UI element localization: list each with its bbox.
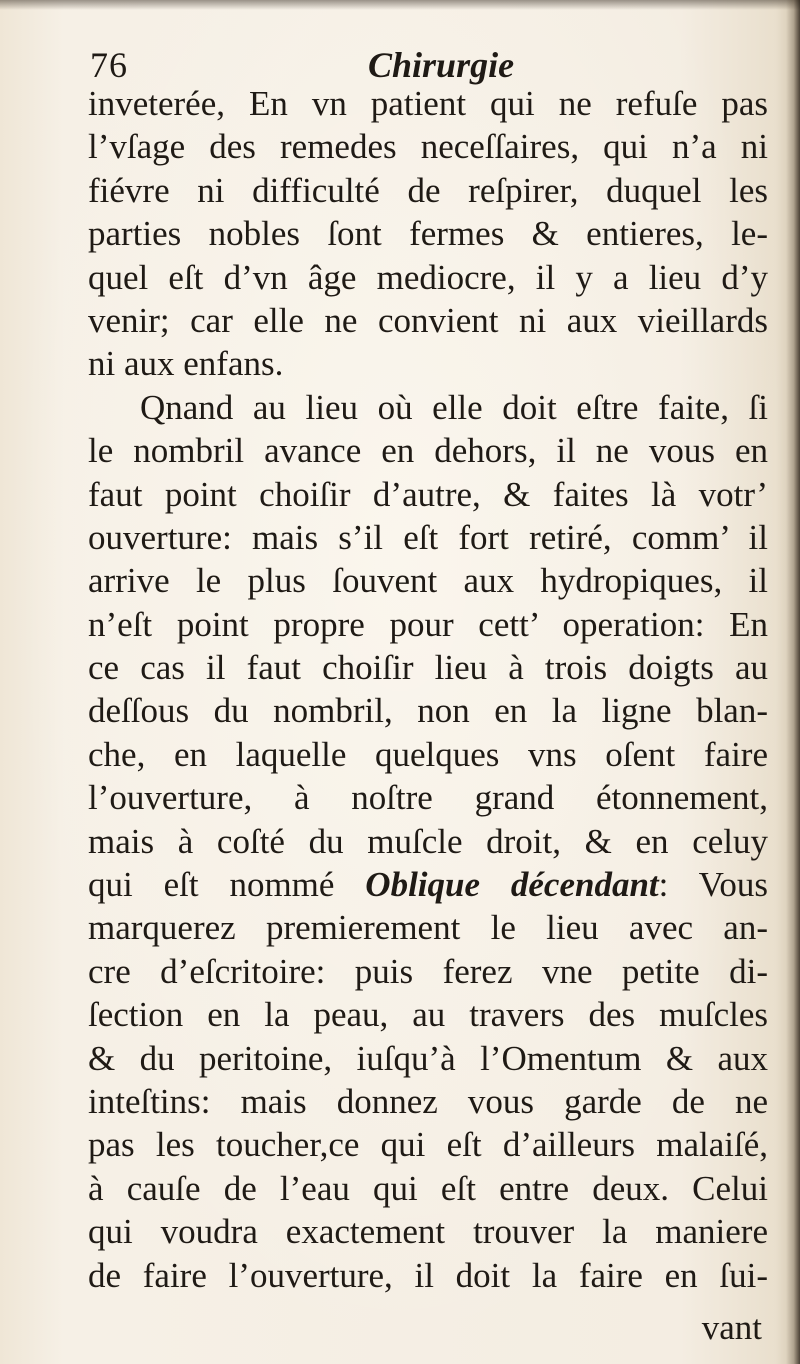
text-line: che, en laquelle quelques vns oſent faire bbox=[88, 734, 768, 774]
text-line: inveterée, En vn patient qui ne refuſe pas bbox=[88, 84, 768, 123]
text-line: pas les toucher,ce qui eſt d’ailleurs malaiſé, bbox=[88, 1125, 768, 1165]
text-line: deſſous du nombril, non en la ligne blan- bbox=[88, 691, 768, 731]
text-line: venir; car elle ne convient ni aux vieillards bbox=[88, 300, 768, 340]
text-line: l’vſage des remedes neceſſaires, qui n’a ni bbox=[88, 127, 768, 167]
text-line: de faire l’ouverture, il doit la faire en ſui- bbox=[88, 1255, 768, 1295]
text-line: faut point choiſir d’autre, & faites là votr’ bbox=[88, 474, 768, 514]
text-line: ce cas il faut choiſir lieu à trois doigts au bbox=[88, 648, 768, 688]
text-line: parties nobles ſont fermes & entieres, le- bbox=[88, 214, 768, 254]
text-line: n’eſt point propre pour cett’ operation: En bbox=[88, 604, 768, 644]
text-line: mais à coſté du muſcle droit, & en celuy bbox=[88, 821, 768, 861]
text-line: à cauſe de l’eau qui eſt entre deux. Celui bbox=[88, 1168, 768, 1208]
text-line: inteſtins: mais donnez vous garde de ne bbox=[88, 1081, 768, 1121]
text-line: ni aux enfans. bbox=[88, 344, 284, 384]
text-line: le nombril avance en dehors, il ne vous en bbox=[88, 431, 768, 471]
text-line: cre d’eſcritoire: puis ferez vne petite di- bbox=[88, 951, 768, 991]
text-line: qui eſt nommé Oblique décendant: Vous bbox=[88, 865, 768, 905]
italic-term: Oblique décendant bbox=[365, 865, 659, 905]
text-line: l’ouverture, à noſtre grand étonnement, bbox=[88, 778, 768, 818]
paragraph-start-line: Qnand au lieu où elle doit eſtre faite, ſi bbox=[140, 387, 768, 427]
text-line: ſection en la peau, au travers des muſcles bbox=[88, 995, 768, 1035]
text-line: ouverture: mais s’il eſt fort retiré, comm’ il bbox=[88, 517, 768, 557]
text-line: arrive le plus ſouvent aux hydropiques, il bbox=[88, 561, 768, 601]
page-top-shadow bbox=[0, 0, 800, 10]
text-line: marquerez premierement le lieu avec an- bbox=[88, 908, 768, 948]
text-line: & du peritoine, iuſqu’à l’Omentum & aux bbox=[88, 1038, 768, 1078]
text-line: qui voudra exactement trouver la maniere bbox=[88, 1212, 768, 1252]
running-title: Chirurgie bbox=[368, 45, 515, 85]
text-line: quel eſt d’vn âge mediocre, il y a lieu d’y bbox=[88, 257, 768, 297]
catchword: vant bbox=[701, 1308, 762, 1347]
body-text bbox=[88, 82, 768, 1297]
text-line: fiévre ni difficulté de reſpirer, duquel les bbox=[88, 170, 768, 210]
page-number: 76 bbox=[90, 45, 128, 85]
page-gutter-shadow bbox=[786, 0, 800, 1364]
